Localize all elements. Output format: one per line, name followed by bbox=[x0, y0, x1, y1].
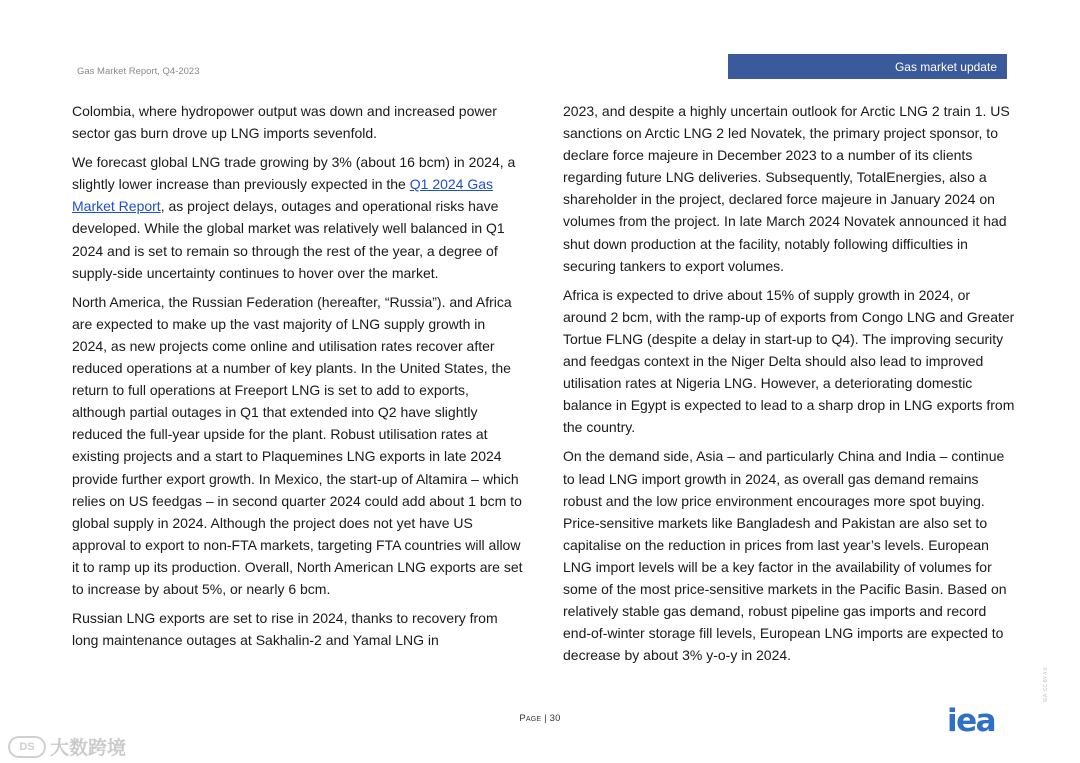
paragraph: 2023, and despite a highly uncertain outlook for Arctic LNG 2 train 1. US sanctions on Arctic LNG 2 led Novatek, the primary project sponsor, to declare force majeure in December 2023 to a number of its clients regarding future LNG deliveries. Subsequently, TotalEnergies, also a shareholder in the project, declared force majeure in January 2024 on volumes from the project. In late March 2024 Novatek announced it had shut down production at the facility, notably following difficulties in securing tankers to export volumes. bbox=[563, 103, 1010, 274]
paragraph: Colombia, where hydropower output was down and increased power sector gas burn drove up LNG imports sevenfold. bbox=[72, 103, 497, 142]
paragraph: On the demand side, Asia – and particularly China and India – continue to lead LNG import growth in 2024, as overall gas demand remains robust and the low price environment encourages more spot buying. Price-sensitive markets like Bangladesh and Pakistan are also set to capitalise on the reduction in prices from last year’s levels. European LNG import levels will be a key factor in the availability of volumes for some of the most price-sensitive markets in the Pacific Basin. Based on relatively stable gas demand, robust pipeline gas imports and record end-of-winter storage fill levels, European LNG imports are expected to decrease by about 3% y-o-y in 2024. bbox=[563, 448, 1007, 664]
watermark-logo-icon: DS bbox=[8, 736, 46, 758]
watermark bbox=[8, 733, 126, 760]
left-column bbox=[72, 100, 524, 658]
watermark-text: 大数跨境 bbox=[50, 738, 127, 759]
page-number: Page | 30 bbox=[519, 713, 561, 724]
paragraph: North America, the Russian Federation (hereafter, “Russia”). and Africa are expected to make up the vast majority of LNG supply growth in 2024, as new projects come online and utilisation rates recover after reduced operations at a number of key plants. In the United States, the return to full operations at Freeport LNG is set to add to exports, although partial outages in Q1 that extended into Q2 have slightly reduced the full-year upside for the plant. Robust utilisation rates at existing projects and a start to Plaquemines LNG exports in late 2024 provide further export growth. In Mexico, the start-up of Altamira – which relies on US feedgas – in second quarter 2024 could add about 1 bcm to global supply in 2024. Although the project does not yet have US approval to export to non-FTA markets, targeting FTA countries will allow it to ramp up its production. Overall, North American LNG exports are set to increase by about 5%, or nearly 6 bcm. bbox=[72, 293, 523, 597]
paragraph: Russian LNG exports are set to rise in 2024, thanks to recovery from long maintenance outages at Sakhalin-2 and Yamal LNG in bbox=[72, 610, 498, 649]
section-title: Gas market update bbox=[894, 60, 997, 74]
gas-market-report-link[interactable]: Q1 2024 Gas Market Report bbox=[72, 176, 494, 215]
paragraph bbox=[72, 151, 524, 284]
iea-logo: iea bbox=[947, 703, 996, 739]
right-column bbox=[563, 100, 1015, 673]
paragraph-text: We forecast global LNG trade growing by 3% (about 16 bcm) in 2024, a slightly lower increase than previously expected in the bbox=[72, 154, 516, 193]
paragraph-text: , as project delays, outages and operational risks have developed. While the global market was relatively well balanced in Q1 2024 and is set to remain so through the rest of the year, a degree of supply-side uncertainty continues to hover over the market. bbox=[72, 198, 505, 281]
report-title: Gas Market Report, Q4-2023 bbox=[77, 66, 200, 77]
license-note: IEA. CC BY 4.0. bbox=[1043, 666, 1049, 702]
paragraph: Africa is expected to drive about 15% of supply growth in 2024, or around 2 bcm, with the ramp-up of exports from Congo LNG and Greater Tortue FLNG (despite a delay in start-up to Q4). The improving security and feedgas context in the Niger Delta should also lead to improved utilisation rates at Nigeria LNG. However, a deteriorating domestic balance in Egypt is expected to lead to a sharp drop in LNG exports from the country. bbox=[563, 286, 1015, 436]
section-header-band bbox=[728, 54, 1007, 79]
